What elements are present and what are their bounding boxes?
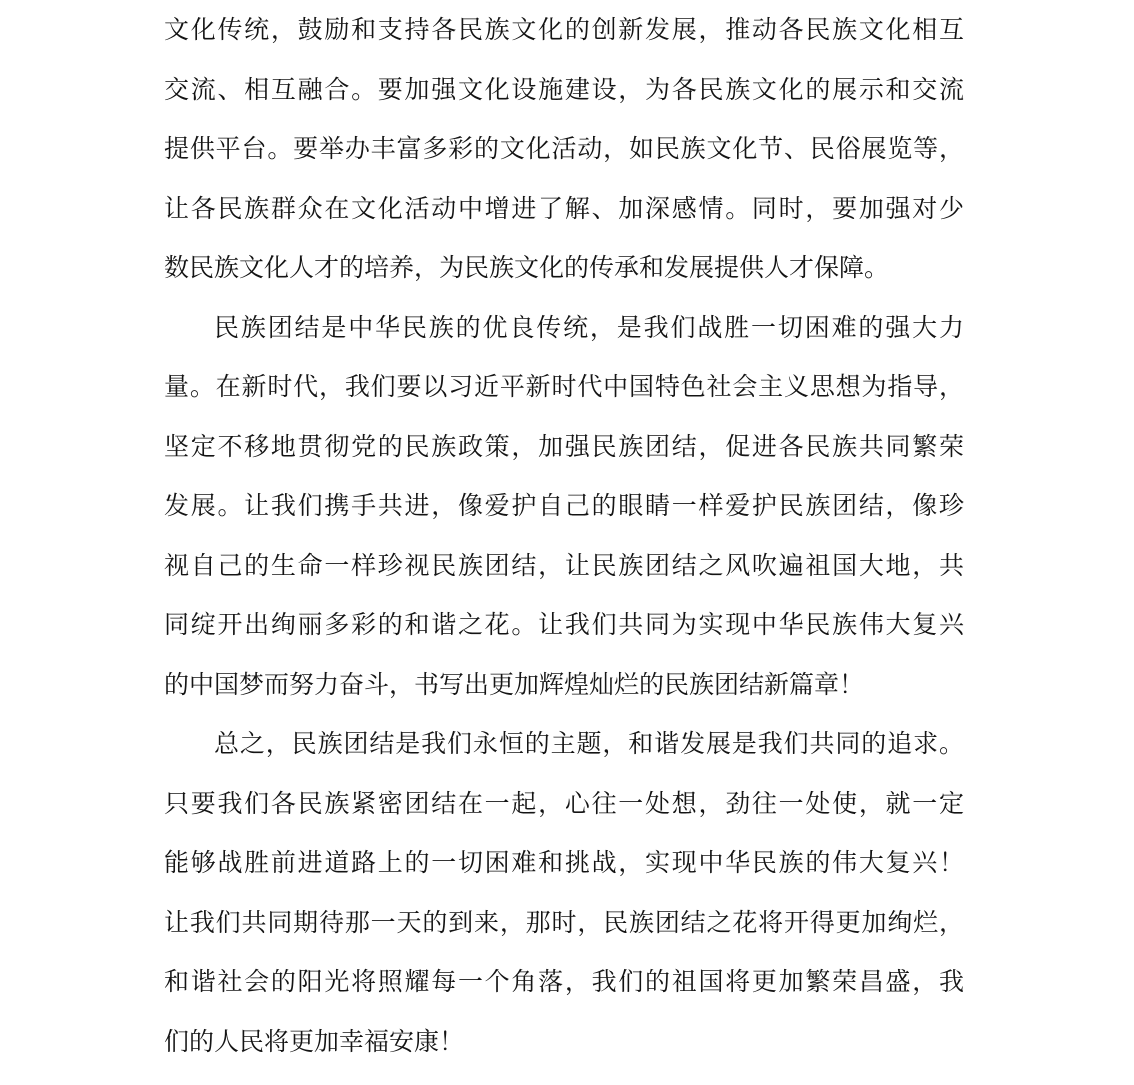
text-line: 文化传统，鼓励和支持各民族文化的创新发展，推动各民族文化相互 (164, 16, 964, 44)
paragraph (164, 715, 964, 1072)
text-line: 数民族文化人才的培养，为民族文化的传承和发展提供人才保障。 (164, 254, 890, 282)
text-line: 发展。让我们携手共进，像爱护自己的眼睛一样爱护民族团结，像珍 (164, 492, 964, 520)
text-line: 量。在新时代，我们要以习近平新时代中国特色社会主义思想为指导， (164, 373, 964, 401)
text-line: 民族团结是中华民族的优良传统，是我们战胜一切困难的强大力 (214, 313, 964, 342)
text-line: 们的人民将更加幸福安康！ (164, 1027, 465, 1056)
text-line: 视自己的生命一样珍视民族团结，让民族团结之风吹遍祖国大地，共 (164, 551, 964, 580)
text-line: 总之，民族团结是我们永恒的主题，和谐发展是我们共同的追求。 (214, 730, 964, 758)
text-line: 的中国梦而努力奋斗，书写出更加辉煌灿烂的民族团结新篇章！ (164, 670, 865, 699)
text-column (164, 1, 964, 1072)
text-line: 同绽开出绚丽多彩的和谐之花。让我们共同为实现中华民族伟大复兴 (164, 611, 964, 639)
text-line: 交流、相互融合。要加强文化设施建设，为各民族文化的展示和交流 (164, 75, 964, 104)
text-line: 坚定不移地贯彻党的民族政策，加强民族团结，促进各民族共同繁荣 (164, 432, 964, 461)
text-line: 让我们共同期待那一天的到来，那时，民族团结之花将开得更加绚烂， (164, 908, 964, 937)
text-line: 能够战胜前进道路上的一切困难和挑战，实现中华民族的伟大复兴！ (164, 849, 964, 877)
paragraph (164, 299, 964, 716)
text-line: 只要我们各民族紧密团结在一起，心往一处想，劲往一处使，就一定 (164, 789, 964, 818)
text-line: 和谐社会的阳光将照耀每一个角落，我们的祖国将更加繁荣昌盛，我 (164, 968, 964, 996)
paragraph (164, 1, 964, 299)
text-line: 让各民族群众在文化活动中增进了解、加深感情。同时，要加强对少 (164, 194, 964, 223)
text-line: 提供平台。要举办丰富多彩的文化活动，如民族文化节、民俗展览等， (164, 135, 964, 163)
